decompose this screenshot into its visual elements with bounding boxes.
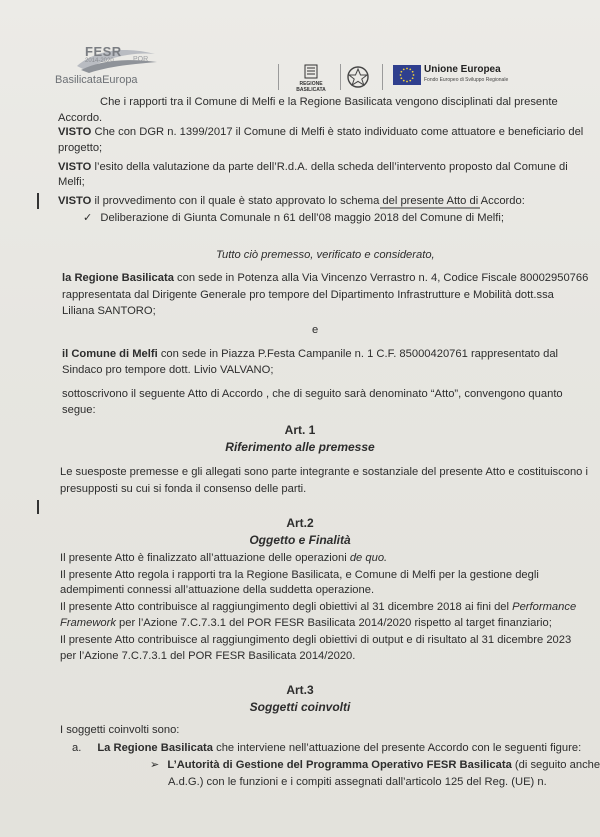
regione-crest-icon: [285, 64, 337, 80]
party-comune-line: [62, 348, 558, 361]
paragraph-line: rappresentata dal Dirigente Generale pro tempore del Dipartimento Infrastrutture e Mobilità dott.ssa: [62, 289, 554, 301]
arrow-bullet-icon: ➢: [150, 759, 160, 771]
paragraph-line: segue:: [62, 404, 96, 416]
visto-text: l’esito della valutazione da parte dell’R.d.A. della scheda dell’intervento proposto dal Comune di: [91, 161, 568, 173]
italian-emblem-icon: [344, 64, 372, 90]
paragraph-line: Che i rapporti tra il Comune di Melfi e la Regione Basilicata vengono disciplinati dal presente: [100, 96, 558, 108]
party-regione-line: [62, 272, 588, 285]
eu-star-icon: [406, 81, 408, 83]
regione-logo-label: REGIONE BASILICATA: [296, 81, 326, 93]
article-3-title: Art.3: [286, 683, 314, 697]
fesr-logo-name: BasilicataEuropa: [55, 74, 138, 86]
paragraph-line: [60, 552, 387, 565]
paragraph-line: A.d.G.) con le funzioni e i compiti assegnati dall’articolo 125 del Reg. (UE) n.: [168, 776, 547, 788]
list-marker: a.: [72, 742, 82, 754]
party-text: con sede in Piazza P.Festa Campanile n. 1 C.F. 85000420761 rappresentato dal: [157, 348, 559, 360]
text-span: Il presente Atto contribuisce al raggiungimento degli obiettivi al 31 dicembre 2018 ai fini del: [60, 601, 513, 613]
italic-span: Performance: [512, 601, 577, 613]
paragraph-line: presupposti su cui si fonda il consenso delle parti.: [60, 483, 307, 495]
article-2-subtitle: Oggetto e Finalità: [249, 533, 351, 547]
paragraph-line: [60, 601, 576, 614]
text-span: Il presente Atto è finalizzato all’attuazione delle operazioni: [60, 552, 350, 564]
sub-list-keyword: L’Autorità di Gestione del Programma Operativo FESR Basilicata: [167, 759, 512, 771]
fesr-logo-por: POR: [133, 56, 149, 63]
handwritten-underline: [380, 206, 482, 210]
conjunction-e: e: [312, 324, 319, 336]
eu-star-icon: [403, 80, 405, 82]
article-2-title: Art.2: [286, 516, 314, 530]
eu-star-icon: [400, 77, 402, 79]
eu-star-icon: [412, 77, 414, 79]
eu-star-icon: [409, 80, 411, 82]
document-header: [0, 0, 600, 92]
paragraph-line: [60, 617, 552, 630]
fesr-logo-years: 2014-2020: [85, 58, 114, 64]
text-span: per l’Azione 7.C.7.3.1 del POR FESR Basilicata 2014/2020 rispetto al target finanziario;: [115, 617, 552, 629]
paragraph-line: progetto;: [58, 142, 103, 154]
article-1-subtitle: Riferimento alle premesse: [225, 440, 375, 454]
list-item-a: [72, 742, 581, 755]
eu-star-icon: [406, 68, 408, 70]
visto-text: Che con DGR n. 1399/2017 il Comune di Melfi è stato individuato come attuatore e beneficiario del: [91, 126, 584, 138]
list-item-text: che interviene nell’attuazione del presente Accordo con le seguenti figure:: [213, 742, 582, 754]
paragraph-line: per l’Azione 7.C.7.3.1 del POR FESR Basilicata 2014/2020.: [60, 650, 356, 662]
unione-europea-logo: [393, 62, 533, 92]
checklist-item: [83, 212, 504, 225]
eu-star-icon: [412, 71, 414, 73]
italic-span: Framework: [60, 617, 116, 629]
header-divider: [278, 64, 279, 90]
paragraph-line: sottoscrivono il seguente Atto di Accordo , che di seguito sarà denominato “Atto”, convengono quanto: [62, 388, 563, 400]
paragraph-line: Liliana SANTORO;: [62, 305, 156, 317]
eu-star-icon: [400, 74, 402, 76]
visto-keyword: VISTO: [58, 161, 92, 173]
paragraph-line: Il presente Atto contribuisce al raggiungimento degli obiettivi di output e di risultato al 31 dicembre 2023: [60, 634, 572, 646]
paragraph-line: Le suesposte premesse e gli allegati sono parte integrante e sostanziale del presente Atto e costituiscono i: [60, 466, 589, 478]
paragraph-line: Melfi;: [58, 176, 85, 188]
fesr-basilicata-europa-logo: [55, 40, 160, 90]
fesr-logo-word: FESR: [85, 44, 122, 59]
eu-star-icon: [409, 68, 411, 70]
paragraph-line: Accordo.: [58, 112, 103, 124]
party-text: con sede in Potenza alla Via Vincenzo Verrastro n. 4, Codice Fiscale 80002950766: [173, 272, 589, 284]
eu-star-icon: [403, 68, 405, 70]
article-1-title: Art. 1: [284, 423, 316, 437]
checklist-item-text: Deliberazione di Giunta Comunale n 61 dell’08 maggio 2018 del Comune di Melfi;: [100, 212, 504, 224]
visto-line: [58, 161, 568, 174]
margin-mark: [37, 193, 39, 209]
eu-flag-icon: [393, 65, 421, 85]
visto-line: [58, 126, 583, 139]
paragraph-line: Sindaco pro tempore dott. Livio VALVANO;: [62, 364, 274, 376]
paragraph-line: adempimenti connessi all’attuazione della suddetta operazione.: [60, 584, 375, 596]
sub-list-text: (di seguito anche: [511, 759, 600, 771]
header-divider: [340, 64, 341, 90]
regione-basilicata-logo: [285, 64, 337, 93]
header-divider: [382, 64, 383, 90]
premesso-line: Tutto ciò premesso, verificato e considerato,: [216, 249, 435, 261]
party-keyword: la Regione Basilicata: [62, 272, 174, 284]
italian-republic-emblem: [344, 64, 372, 90]
list-item-keyword: La Regione Basilicata: [97, 742, 213, 754]
visto-keyword: VISTO: [58, 195, 92, 207]
eu-star-icon: [413, 74, 415, 76]
eu-star-icon: [400, 71, 402, 73]
eu-logo-subtitle: Fondo Europeo di Sviluppo Regionale: [424, 77, 509, 83]
paragraph-line: Il presente Atto regola i rapporti tra la Regione Basilicata, e Comune di Melfi per la gestione degli: [60, 569, 539, 581]
margin-mark: [37, 500, 39, 514]
party-keyword: il Comune di Melfi: [62, 348, 158, 360]
visto-keyword: VISTO: [58, 126, 92, 138]
sub-list-item: [150, 759, 600, 772]
paragraph-line: I soggetti coinvolti sono:: [60, 724, 180, 736]
checkmark-icon: ✓: [83, 212, 93, 224]
italic-span: de quo.: [349, 552, 388, 564]
article-3-subtitle: Soggetti coinvolti: [249, 700, 351, 714]
eu-logo-title: Unione Europea: [424, 64, 501, 75]
visto-text: il provvedimento con il quale è stato approvato lo schema del presente Atto di Accordo:: [91, 195, 525, 207]
